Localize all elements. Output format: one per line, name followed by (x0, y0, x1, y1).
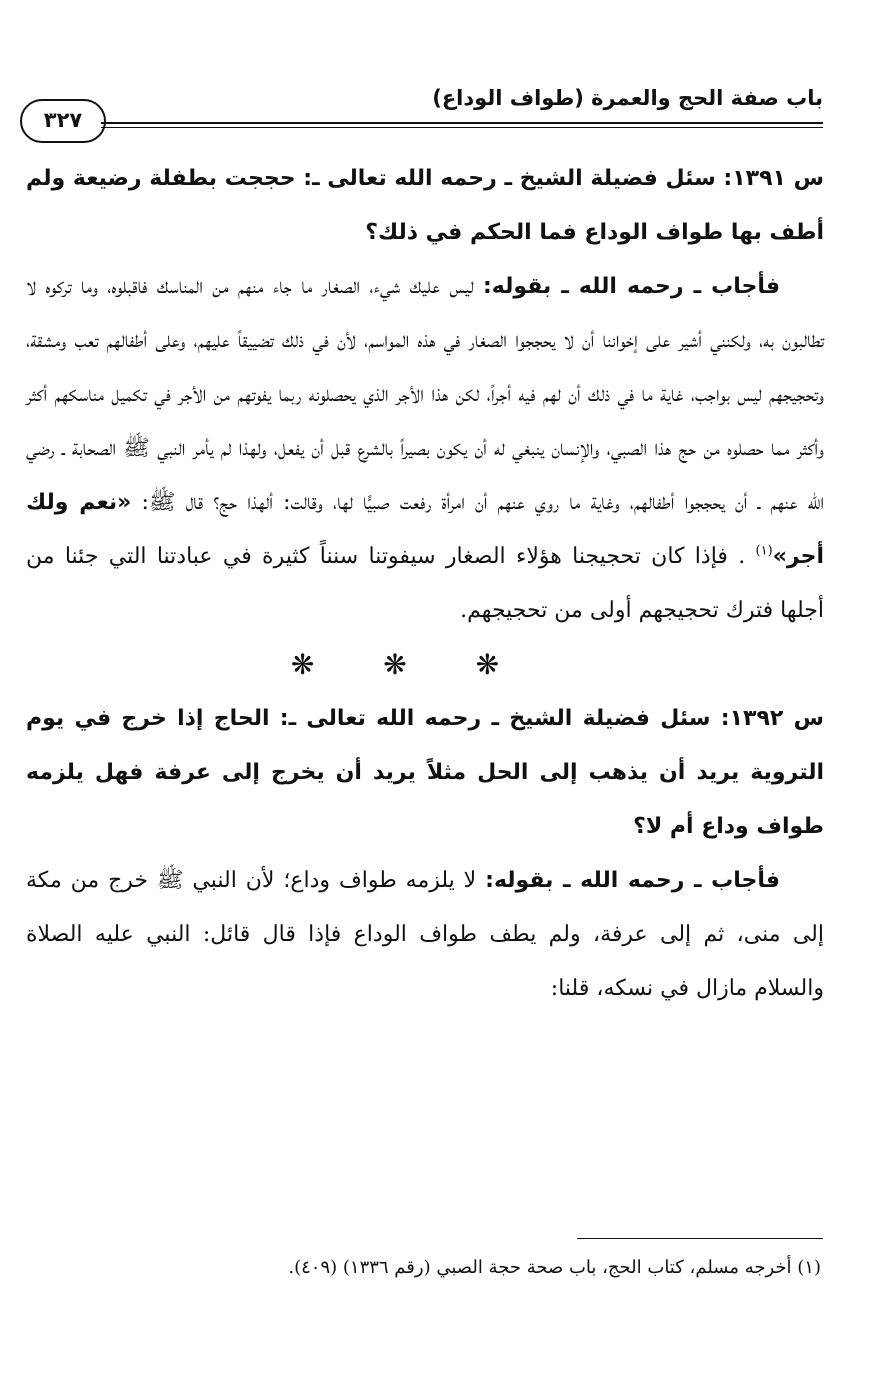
question-1 (26, 152, 824, 260)
question-2 (26, 692, 824, 854)
answer-1 (26, 260, 824, 638)
main-text (26, 152, 824, 1016)
question-2-number: س ١٣٩٢: (720, 706, 824, 731)
question-1-text: سئل فضيلة الشيخ ـ رحمه الله تعالى ـ: حججت بطفلة رضيعة ولم أطف بها طواف الوداع فما الحكم في ذلك؟ (26, 166, 824, 245)
running-header (20, 80, 823, 144)
header-rule-thin (101, 127, 823, 128)
chapter-title: باب صفة الحج والعمرة (طواف الوداع) (432, 86, 823, 110)
answer-2-lead: فأجاب ـ رحمه الله ـ بقوله: (485, 868, 780, 893)
header-rule (101, 122, 823, 124)
answer-2-text: لا يلزمه طواف وداع؛ لأن النبي ﷺ خرج من مكة إلى منى، ثم إلى عرفة، ولم يطف طواف الوداع فإذا قال قائل: النبي عليه الصلاة والسلام مازال في نسكه، قلنا: (26, 868, 824, 1001)
footnote-reference: (١) (755, 543, 773, 559)
hadith-quote: «نعم ولك أجر» (26, 490, 824, 569)
answer-1-lead: فأجاب ـ رحمه الله ـ بقوله: (483, 274, 781, 299)
footnote: (١) أخرجه مسلم، كتاب الحج، باب صحة حجة الصبي (رقم ١٣٣٦) (٤٠٩). (288, 1257, 821, 1278)
question-2-text: سئل فضيلة الشيخ ـ رحمه الله تعالى ـ: الحاج إذا خرج في يوم التروية يريد أن يذهب إلى الحل مثلاً يريد أن يخرج إلى عرفة فهل يلزمه طواف وداع أم لا؟ (26, 706, 824, 839)
question-1-number: س ١٣٩١: (723, 166, 824, 191)
answer-2 (26, 854, 824, 1016)
answer-1-text-part-1: ليس عليك شيء، الصغار ما جاء منهم من المناسك فاقبلوه، وما تركوه لا تطالبون به، ولكنني أشير على إخواننا أن لا يحججوا الصغار في هذه المواسم، لأن في ذلك تضييقاً عليهم، وعلى أطفالهم تعب ومشقة، وتحجيجهم ليس بواجب، غاية ما في ذلك أن لهم فيه أجراً، لكن هذا الأجر الذي يحصلونه ربما يفوتهم من الأجر في تكميل مناسكهم أكثر وأكثر مما حصلوه من حج هذا الصبي، والإنسان ينبغي له أن يكون بصيراً بالشرع قبل أن يفعل، ولهذا لم يأمر النبي ﷺ الصحابة ـ رضي الله عنهم ـ أن يحججوا أطفالهم، وغاية ما روي عنهم أن امرأة رفعت صبيًّا لها، وقالت: ألهذا حج؟ قال ﷺ: (26, 274, 825, 515)
page-number: ٣٢٧ (20, 99, 106, 143)
answer-1-text-part-2: . فإذا كان تحجيجنا هؤلاء الصغار سيفوتنا سنناً كثيرة في عبادتنا التي جئنا من أجلها فترك تحجيجهم أولى من تحجيجهم. (26, 544, 824, 623)
footnote-rule (577, 1238, 823, 1239)
section-separator: ❋ ❋ ❋ (290, 648, 530, 681)
